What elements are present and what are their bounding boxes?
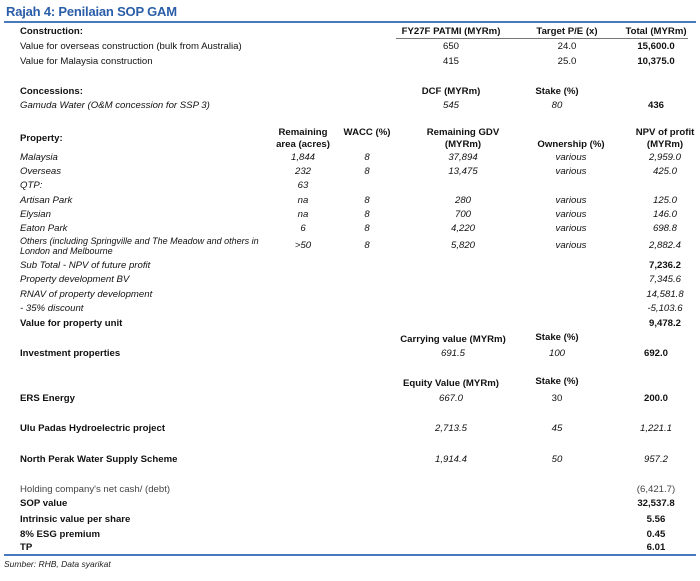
property-row-label: Elysian — [20, 209, 51, 220]
investment-label: Investment properties — [20, 348, 121, 359]
equity-row-stake: 30 — [551, 393, 563, 404]
property-row-label: QTP: — [20, 180, 43, 191]
equity-row-stake: 50 — [551, 454, 563, 465]
concession-row-dcf: 545 — [442, 100, 460, 111]
property-row-area: 6 — [300, 223, 306, 234]
property-row-ownership: various — [555, 152, 587, 163]
investment-stake: 100 — [548, 348, 566, 359]
property-row-ownership: various — [555, 240, 587, 251]
equity-row-total: 200.0 — [643, 393, 669, 404]
property-row-label: Artisan Park — [20, 195, 73, 206]
property-row-npv: 425.0 — [652, 166, 678, 177]
property-row-label-line2: London and Melbourne — [20, 246, 113, 256]
property-row-area: na — [297, 209, 309, 220]
property-row-label: Overseas — [20, 166, 62, 177]
col-header-total: Total (MYRm) — [625, 26, 687, 37]
bottom-rule — [4, 554, 696, 556]
property-row-gdv: 700 — [454, 209, 472, 220]
col-header-ownership: Ownership (%) — [537, 139, 605, 150]
property-row-gdv: 4,220 — [450, 223, 476, 234]
construction-row-patmi: 650 — [442, 41, 460, 52]
property-row-gdv: 5,820 — [450, 240, 476, 251]
col-header-npv-line2: (MYRm) — [646, 139, 684, 150]
equity-row-label: ERS Energy — [20, 393, 75, 404]
summary-value-property-unit: 9,478.2 — [648, 318, 682, 329]
construction-row-pe: 24.0 — [557, 41, 577, 52]
total-value-sop: 32,537.8 — [637, 498, 675, 509]
property-row-gdv: 37,894 — [448, 152, 478, 163]
property-row-label: Malaysia — [20, 152, 58, 163]
total-label-tp: TP — [20, 542, 33, 553]
investment-total: 692.0 — [643, 348, 669, 359]
property-row-wacc: 8 — [364, 166, 370, 177]
summary-value-subtotal: 7,236.2 — [648, 260, 682, 271]
construction-row-patmi: 415 — [442, 56, 460, 67]
property-row-wacc: 8 — [364, 240, 370, 251]
total-value-esg: 0.45 — [646, 529, 666, 540]
property-row-area: 232 — [294, 166, 312, 177]
property-row-wacc: 8 — [364, 223, 370, 234]
summary-value-rnav: 14,581.8 — [646, 289, 684, 300]
construction-row-label: Value for overseas construction (bulk from Australia) — [20, 41, 242, 52]
property-row-label: Eaton Park — [20, 223, 68, 234]
equity-row-total: 957.2 — [643, 454, 669, 465]
summary-label-bv: Property development BV — [20, 274, 130, 285]
property-row-label-line1: Others (including Springville and The Meadow and others in — [20, 236, 259, 246]
col-header-pe: Target P/E (x) — [536, 26, 598, 37]
equity-row-value: 1,914.4 — [434, 454, 468, 465]
col-header-gdv-line1: Remaining GDV — [426, 127, 500, 138]
col-header-patmi: FY27F PATMI (MYRm) — [401, 26, 501, 37]
property-row-npv: 2,882.4 — [648, 240, 682, 251]
equity-row-label: Ulu Padas Hydroelectric project — [20, 423, 166, 434]
property-heading: Property: — [20, 133, 63, 144]
equity-row-stake: 45 — [551, 423, 563, 434]
total-value-intrinsic: 5.56 — [646, 514, 666, 525]
construction-heading: Construction: — [20, 26, 83, 37]
col-header-stake: Stake (%) — [535, 376, 579, 387]
construction-row-label: Value for Malaysia construction — [20, 56, 153, 67]
col-header-npv-line1: NPV of profit — [635, 127, 695, 138]
property-row-area: 63 — [297, 180, 309, 191]
property-row-wacc: 8 — [364, 195, 370, 206]
total-label-sop: SOP value — [20, 498, 68, 509]
property-row-ownership: various — [555, 166, 587, 177]
summary-value-discount: -5,103.6 — [647, 303, 683, 314]
property-row-gdv: 13,475 — [448, 166, 478, 177]
property-row-npv: 125.0 — [652, 195, 678, 206]
total-value-tp: 6.01 — [646, 542, 666, 553]
total-label-intrinsic: Intrinsic value per share — [20, 514, 131, 525]
col-header-stake: Stake (%) — [535, 332, 579, 343]
property-row-ownership: various — [555, 223, 587, 234]
col-header-stake: Stake (%) — [535, 86, 579, 97]
concession-row-stake: 80 — [551, 100, 563, 111]
property-row-npv: 146.0 — [652, 209, 678, 220]
equity-row-label: North Perak Water Supply Scheme — [20, 454, 178, 465]
concession-row-label: Gamuda Water (O&M concession for SSP 3) — [20, 100, 210, 111]
summary-label-property-unit: Value for property unit — [20, 318, 123, 329]
concessions-heading: Concessions: — [20, 86, 83, 97]
summary-label-rnav: RNAV of property development — [20, 289, 153, 300]
concession-row-total: 436 — [647, 100, 665, 111]
figure-title: Rajah 4: Penilaian SOP GAM — [6, 4, 177, 19]
header-underline — [396, 38, 688, 39]
property-row-gdv: 280 — [454, 195, 472, 206]
col-header-wacc: WACC (%) — [343, 127, 391, 138]
construction-row-total: 15,600.0 — [637, 41, 675, 52]
property-row-wacc: 8 — [364, 152, 370, 163]
construction-row-total: 10,375.0 — [637, 56, 675, 67]
col-header-gdv-line2: (MYRm) — [444, 139, 482, 150]
total-value-net-cash: (6,421.7) — [636, 484, 676, 495]
col-header-equity-value: Equity Value (MYRm) — [403, 378, 499, 389]
equity-row-value: 667.0 — [438, 393, 464, 404]
construction-row-pe: 25.0 — [557, 56, 577, 67]
col-header-carrying-value: Carrying value (MYRm) — [400, 334, 506, 345]
summary-value-bv: 7,345.6 — [648, 274, 682, 285]
property-row-area: >50 — [294, 240, 312, 251]
summary-label-discount: - 35% discount — [20, 303, 84, 314]
property-row-npv: 698.8 — [652, 223, 678, 234]
col-header-dcf: DCF (MYRm) — [421, 86, 481, 97]
property-row-ownership: various — [555, 209, 587, 220]
col-header-area-line1: Remaining — [278, 127, 328, 138]
property-row-ownership: various — [555, 195, 587, 206]
col-header-area-line2: area (acres) — [276, 139, 330, 150]
property-row-wacc: 8 — [364, 209, 370, 220]
property-row-area: 1,844 — [290, 152, 316, 163]
investment-value: 691.5 — [440, 348, 466, 359]
source-note: Sumber: RHB, Data syarikat — [4, 559, 111, 569]
summary-label-subtotal: Sub Total - NPV of future profit — [20, 260, 151, 271]
equity-row-value: 2,713.5 — [434, 423, 468, 434]
top-rule — [4, 21, 696, 23]
total-label-esg: 8% ESG premium — [20, 529, 100, 540]
equity-row-total: 1,221.1 — [639, 423, 673, 434]
property-row-npv: 2,959.0 — [648, 152, 682, 163]
total-label-net-cash: Holding company's net cash/ (debt) — [20, 484, 171, 495]
property-row-area: na — [297, 195, 309, 206]
